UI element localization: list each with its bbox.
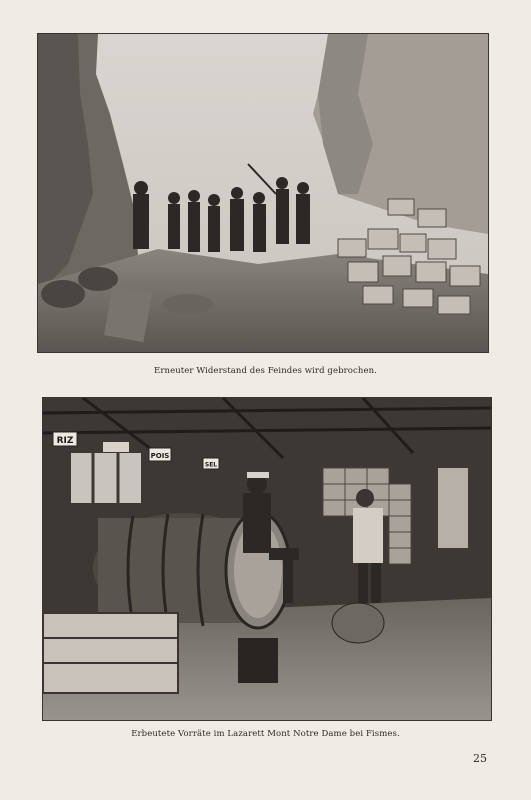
- caption-top: Erneuter Widerstand des Feindes wird gebrochen.: [154, 366, 377, 376]
- photo-top-illustration: [38, 34, 488, 352]
- page-number: 25: [473, 752, 487, 765]
- photo-ruined-wall-soldiers: [37, 33, 489, 353]
- sign-sel: SEL: [204, 461, 218, 469]
- photo-storeroom-barrel: [42, 397, 492, 721]
- caption-bottom: Erbeutete Vorräte im Lazarett Mont Notre Dame bei Fismes.: [131, 729, 400, 739]
- sign-pois: POIS: [150, 452, 170, 460]
- photo-bottom-illustration: [43, 398, 491, 720]
- sign-riz: RIZ: [56, 436, 74, 446]
